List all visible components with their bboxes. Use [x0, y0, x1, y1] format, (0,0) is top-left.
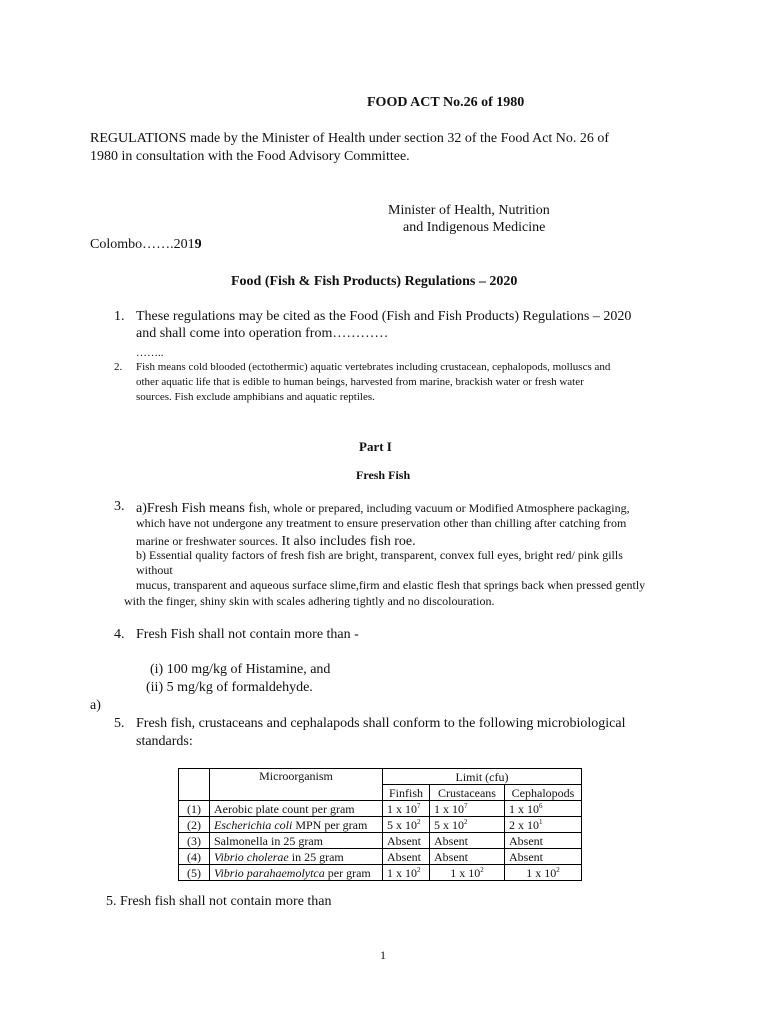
clause-5-line-2: standards: [136, 734, 193, 749]
clause-3-line-6: mucus, transparent and aqueous surface slime,firm and elastic flesh that springs back when pressed gently [136, 578, 646, 592]
table-header-microorganism: Microorganism [210, 769, 383, 801]
clause-2-line-1: Fish means cold blooded (ectothermic) aquatic vertebrates including crustacean, cephalopods, molluscs and [136, 361, 611, 373]
clause-4-item-i: (i) 100 mg/kg of Histamine, and [150, 662, 331, 677]
clause-4-number: 4. [114, 627, 125, 642]
table-subheader-cephalopods: Cephalopods [505, 785, 582, 801]
clause-1-line-3: …….. [136, 347, 164, 359]
table-row [179, 817, 582, 833]
part-subtitle: Fresh Fish [356, 468, 411, 482]
table-row [179, 865, 582, 881]
row-microorganism: Vibrio cholerae in 25 gram [210, 849, 383, 865]
table-header-limit: Limit (cfu) [383, 769, 582, 785]
row-number: (5) [179, 865, 210, 881]
row-cephalopods-limit: 1 x $10^6$ [505, 801, 582, 817]
row-crustaceans-limit: 5 x $10^2$ [430, 817, 505, 833]
row-crustaceans-limit: 1 x $10^7$ [430, 801, 505, 817]
table-row [179, 801, 582, 817]
clause-3-line-4: b) Essential quality factors of fresh fish are bright, transparent, convex full eyes, bright red/ pink gills [136, 548, 623, 562]
clause-5-line-1: Fresh fish, crustaceans and cephalapods shall conform to the following microbiological [136, 716, 626, 731]
row-microorganism: Aerobic plate count per gram [210, 801, 383, 817]
clause-3-line-7: with the finger, shiny skin with scales adhering tightly and no discolouration. [124, 594, 495, 608]
row-crustaceans-limit: Absent [430, 849, 505, 865]
row-cephalopods-limit: Absent [505, 833, 582, 849]
row-finfish-limit: 1 x $10^2$ [383, 865, 430, 881]
clause-5b-text: 5. Fresh fish shall not contain more than [106, 894, 332, 909]
signatory-line-2: and Indigenous Medicine [403, 220, 546, 235]
row-number: (1) [179, 801, 210, 817]
regulations-heading: Food (Fish & Fish Products) Regulations – 2020 [231, 274, 518, 289]
clause-5-number: 5. [114, 716, 125, 731]
row-number: (3) [179, 833, 210, 849]
clause-3-line-5: without [136, 563, 173, 577]
part-label: Part I [359, 439, 392, 454]
clause-3-line-1: a)Fresh Fish means fish, whole or prepared, including vacuum or Modified Atmosphere packaging, [136, 501, 630, 516]
clause-1-number: 1. [114, 309, 125, 324]
clause-a-label: a) [90, 698, 101, 713]
row-number: (2) [179, 817, 210, 833]
clause-1-line-1: These regulations may be cited as the Food (Fish and Fish Products) Regulations – 2020 [136, 309, 632, 324]
clause-2-number: 2. [114, 361, 123, 373]
row-crustaceans-limit: 1 x $10^2$ [430, 865, 505, 881]
row-cephalopods-limit: Absent [505, 849, 582, 865]
row-cephalopods-limit: 1 x $10^2$ [505, 865, 582, 881]
clause-3-line-3: marine or freshwater sources. It also includes fish roe. [136, 534, 416, 549]
row-microorganism: Vibrio parahaemolytca per gram [210, 865, 383, 881]
preamble-line-2: 1980 in consultation with the Food Advisory Committee. [90, 149, 410, 164]
row-finfish-limit: Absent [383, 833, 430, 849]
clause-3-line-2: which have not undergone any treatment to ensure preservation other than chilling after catching from [136, 516, 627, 530]
table-row [179, 849, 582, 865]
clause-3-number: 3. [114, 499, 125, 514]
row-crustaceans-limit: Absent [430, 833, 505, 849]
row-finfish-limit: Absent [383, 849, 430, 865]
table-subheader-finfish: Finfish [383, 785, 430, 801]
preamble-line-1: REGULATIONS made by the Minister of Health under section 32 of the Food Act No. 26 of [90, 131, 610, 146]
row-microorganism: Salmonella in 25 gram [210, 833, 383, 849]
row-number: (4) [179, 849, 210, 865]
table-header-blank [179, 769, 210, 801]
row-cephalopods-limit: 2 x $10^1$ [505, 817, 582, 833]
clause-2-line-3: sources. Fish exclude amphibians and aquatic reptiles. [136, 391, 375, 403]
place-date: Colombo…….2019 [90, 237, 202, 252]
signatory-line-1: Minister of Health, Nutrition [388, 203, 550, 218]
row-finfish-limit: 1 x $10^7$ [383, 801, 430, 817]
page-number: 1 [380, 948, 386, 962]
microbiological-standards-table [178, 768, 582, 881]
clause-4-text: Fresh Fish shall not contain more than - [136, 627, 359, 642]
row-finfish-limit: 5 x $10^2$ [383, 817, 430, 833]
clause-1-line-2: and shall come into operation from………… [136, 326, 389, 341]
row-microorganism: Escherichia coli MPN per gram [210, 817, 383, 833]
document-title: FOOD ACT No.26 of 1980 [367, 95, 525, 110]
table-row [179, 833, 582, 849]
table-subheader-crustaceans: Crustaceans [430, 785, 505, 801]
clause-4-item-ii: (ii) 5 mg/kg of formaldehyde. [146, 680, 313, 695]
table-header-row [179, 769, 582, 785]
clause-2-line-2: other aquatic life that is edible to human beings, harvested from marine, brackish water or fresh water [136, 376, 584, 388]
